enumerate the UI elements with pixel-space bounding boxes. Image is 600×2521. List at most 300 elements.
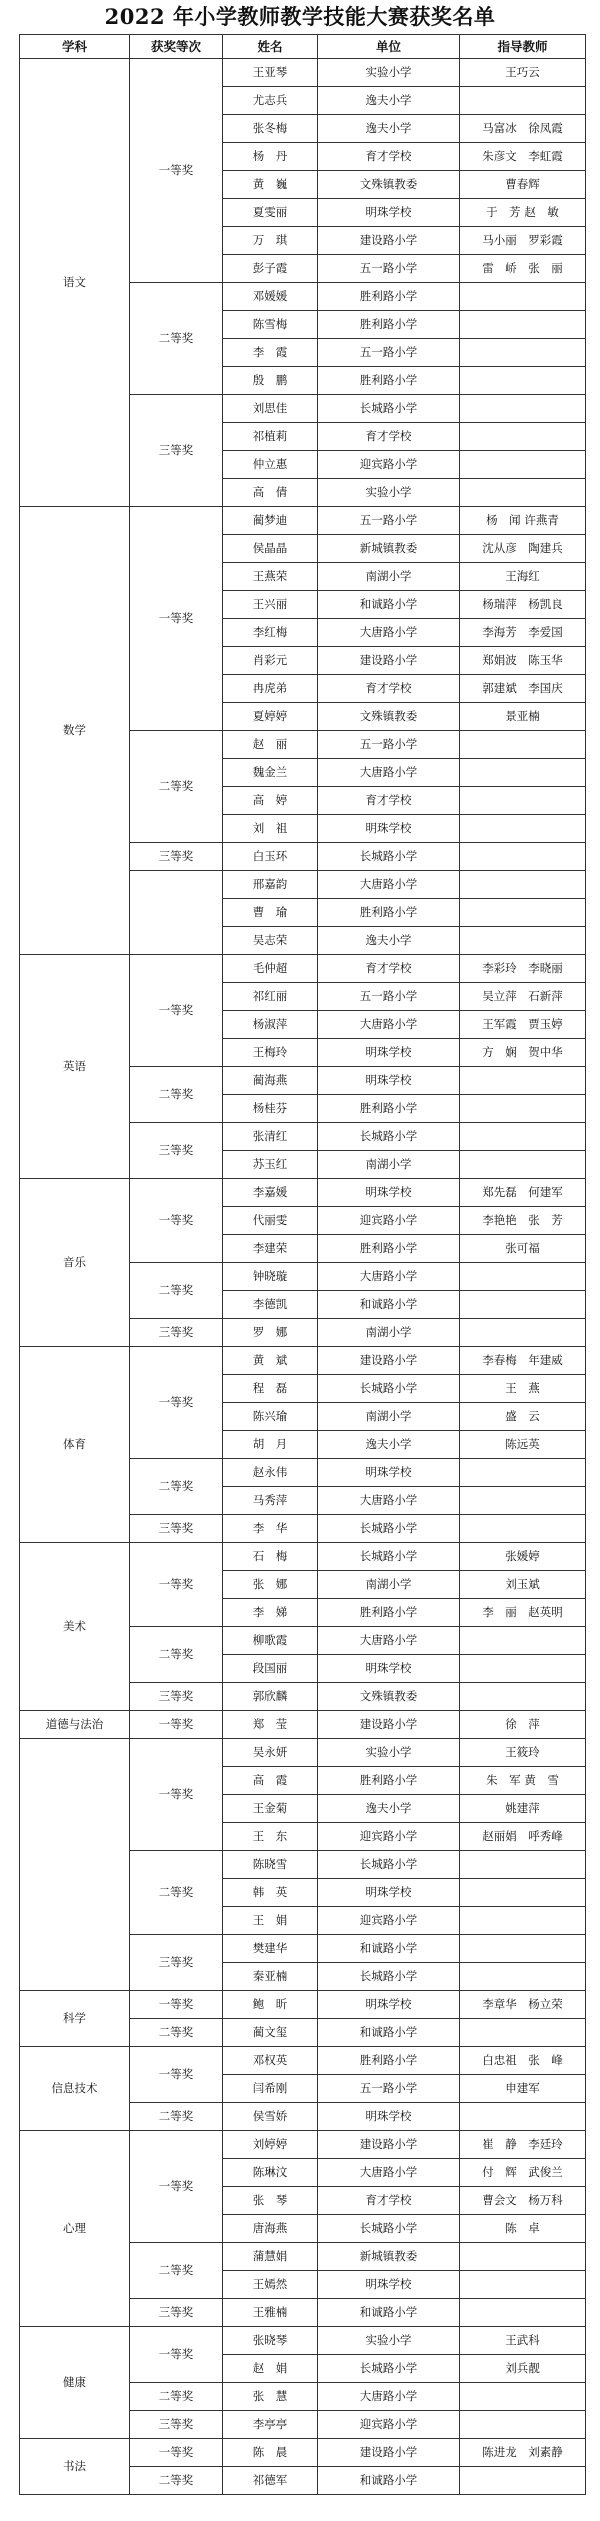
- advisor-cell: 张可福: [460, 1235, 586, 1263]
- advisor-cell: [460, 1851, 586, 1879]
- advisor-cell: 李彩玲 李晓丽: [460, 955, 586, 983]
- table-row: [20, 955, 586, 983]
- advisor-cell: 郭建斌 李国庆: [460, 675, 586, 703]
- unit-cell: 明珠学校: [318, 199, 460, 227]
- awards-table: [19, 34, 586, 2495]
- winner-name-cell: 黄 巍: [223, 171, 318, 199]
- winner-name-cell: 冉虎弟: [223, 675, 318, 703]
- award-level-cell: 三等奖: [130, 1935, 223, 1991]
- award-level-cell: 一等奖: [130, 1991, 223, 2019]
- award-level-cell: 一等奖: [130, 1739, 223, 1851]
- unit-cell: 文殊镇教委: [318, 171, 460, 199]
- header-subject: 学科: [20, 35, 130, 59]
- unit-cell: 明珠学校: [318, 2271, 460, 2299]
- unit-cell: 胜利路小学: [318, 1599, 460, 1627]
- subject-cell: 道德与法治: [20, 1711, 130, 1739]
- award-level-cell: 一等奖: [130, 2439, 223, 2467]
- winner-name-cell: 肖彩元: [223, 647, 318, 675]
- winner-name-cell: 邓权英: [223, 2047, 318, 2075]
- award-level-cell: 三等奖: [130, 2411, 223, 2439]
- winner-name-cell: 邓媛媛: [223, 283, 318, 311]
- winner-name-cell: 代丽雯: [223, 1207, 318, 1235]
- award-level-cell: 二等奖: [130, 1627, 223, 1683]
- advisor-cell: [460, 843, 586, 871]
- unit-cell: 胜利路小学: [318, 1095, 460, 1123]
- subject-cell: 体育: [20, 1347, 130, 1543]
- advisor-cell: [460, 395, 586, 423]
- unit-cell: 大唐路小学: [318, 619, 460, 647]
- unit-cell: 建设路小学: [318, 2131, 460, 2159]
- winner-name-cell: 殷 鹏: [223, 367, 318, 395]
- unit-cell: 明珠学校: [318, 1179, 460, 1207]
- advisor-cell: 付 辉 武俊兰: [460, 2159, 586, 2187]
- advisor-cell: 赵丽娟 呼秀峰: [460, 1823, 586, 1851]
- advisor-cell: 沈从彦 陶建兵: [460, 535, 586, 563]
- unit-cell: 建设路小学: [318, 1711, 460, 1739]
- unit-cell: 育才学校: [318, 423, 460, 451]
- award-level-cell: 二等奖: [130, 1459, 223, 1515]
- award-level-cell: 二等奖: [130, 731, 223, 843]
- unit-cell: 和诚路小学: [318, 1935, 460, 1963]
- winner-name-cell: 鲍 昕: [223, 1991, 318, 2019]
- advisor-cell: 吴立萍 石新萍: [460, 983, 586, 1011]
- unit-cell: 五一路小学: [318, 255, 460, 283]
- unit-cell: 实验小学: [318, 59, 460, 87]
- advisor-cell: [460, 1515, 586, 1543]
- advisor-cell: 朱彦文 李虹霞: [460, 143, 586, 171]
- winner-name-cell: 苏玉红: [223, 1151, 318, 1179]
- winner-name-cell: 胡 月: [223, 1431, 318, 1459]
- winner-name-cell: 黄 斌: [223, 1347, 318, 1375]
- table-row: [20, 1711, 586, 1739]
- advisor-cell: [460, 1459, 586, 1487]
- subject-cell: 音乐: [20, 1179, 130, 1347]
- advisor-cell: [460, 1683, 586, 1711]
- award-level-cell: 二等奖: [130, 1067, 223, 1123]
- winner-name-cell: 王嫣然: [223, 2271, 318, 2299]
- unit-cell: 文殊镇教委: [318, 1683, 460, 1711]
- winner-name-cell: 杨桂芬: [223, 1095, 318, 1123]
- unit-cell: 胜利路小学: [318, 367, 460, 395]
- unit-cell: 南湖小学: [318, 1403, 460, 1431]
- advisor-cell: 王海红: [460, 563, 586, 591]
- advisor-cell: [460, 731, 586, 759]
- subject-cell: 美术: [20, 1543, 130, 1711]
- winner-name-cell: 马秀萍: [223, 1487, 318, 1515]
- unit-cell: 长城路小学: [318, 2215, 460, 2243]
- award-level-cell: 一等奖: [130, 2131, 223, 2243]
- table-row: [20, 2047, 586, 2075]
- unit-cell: 长城路小学: [318, 1543, 460, 1571]
- advisor-cell: 景亚楠: [460, 703, 586, 731]
- winner-name-cell: 魏金兰: [223, 759, 318, 787]
- table-row: [20, 507, 586, 535]
- winner-name-cell: 赵永伟: [223, 1459, 318, 1487]
- advisor-cell: [460, 2019, 586, 2047]
- winner-name-cell: 刘思佳: [223, 395, 318, 423]
- unit-cell: 和诚路小学: [318, 2467, 460, 2495]
- winner-name-cell: 王 娟: [223, 1907, 318, 1935]
- header-name: 姓名: [223, 35, 318, 59]
- unit-cell: 迎宾路小学: [318, 1823, 460, 1851]
- unit-cell: 建设路小学: [318, 647, 460, 675]
- table-body: [20, 59, 586, 2495]
- winner-name-cell: 祁植莉: [223, 423, 318, 451]
- winner-name-cell: 陈 晨: [223, 2439, 318, 2467]
- advisor-cell: [460, 1291, 586, 1319]
- advisor-cell: [460, 2383, 586, 2411]
- advisor-cell: [460, 283, 586, 311]
- winner-name-cell: 吴永妍: [223, 1739, 318, 1767]
- winner-name-cell: 高 婷: [223, 787, 318, 815]
- advisor-cell: [460, 899, 586, 927]
- unit-cell: 五一路小学: [318, 983, 460, 1011]
- unit-cell: 长城路小学: [318, 2355, 460, 2383]
- table-row: [20, 1739, 586, 1767]
- winner-name-cell: 钟晓璇: [223, 1263, 318, 1291]
- page-title: 2022 年小学教师教学技能大赛获奖名单: [104, 4, 496, 29]
- unit-cell: 逸夫小学: [318, 115, 460, 143]
- advisor-cell: 刘玉斌: [460, 1571, 586, 1599]
- winner-name-cell: 闫希刚: [223, 2075, 318, 2103]
- unit-cell: 长城路小学: [318, 1963, 460, 1991]
- unit-cell: 育才学校: [318, 2187, 460, 2215]
- unit-cell: 胜利路小学: [318, 1235, 460, 1263]
- advisor-cell: 杨瑞萍 杨凯良: [460, 591, 586, 619]
- advisor-cell: 李章华 杨立荣: [460, 1991, 586, 2019]
- advisor-cell: [460, 2467, 586, 2495]
- advisor-cell: 李艳艳 张 芳: [460, 1207, 586, 1235]
- advisor-cell: 李春梅 年建威: [460, 1347, 586, 1375]
- table-row: [20, 2439, 586, 2467]
- winner-name-cell: 李亭亭: [223, 2411, 318, 2439]
- winner-name-cell: 唐海燕: [223, 2215, 318, 2243]
- winner-name-cell: 段国丽: [223, 1655, 318, 1683]
- winner-name-cell: 杨淑萍: [223, 1011, 318, 1039]
- award-level-cell: 一等奖: [130, 2327, 223, 2383]
- award-level-cell: 二等奖: [130, 2243, 223, 2299]
- unit-cell: 迎宾路小学: [318, 451, 460, 479]
- unit-cell: 和诚路小学: [318, 2299, 460, 2327]
- unit-cell: 新城镇教委: [318, 2243, 460, 2271]
- unit-cell: 南湖小学: [318, 1151, 460, 1179]
- advisor-cell: 崔 静 李廷玲: [460, 2131, 586, 2159]
- winner-name-cell: 郭欣麟: [223, 1683, 318, 1711]
- unit-cell: 实验小学: [318, 2327, 460, 2355]
- winner-name-cell: 吴志荣: [223, 927, 318, 955]
- unit-cell: 实验小学: [318, 1739, 460, 1767]
- unit-cell: 胜利路小学: [318, 2047, 460, 2075]
- award-level-cell: 三等奖: [130, 1683, 223, 1711]
- award-level-cell: 三等奖: [130, 1515, 223, 1543]
- unit-cell: 逸夫小学: [318, 927, 460, 955]
- advisor-cell: [460, 759, 586, 787]
- unit-cell: 逸夫小学: [318, 1795, 460, 1823]
- advisor-cell: 白忠祖 张 峰: [460, 2047, 586, 2075]
- advisor-cell: 盛 云: [460, 1403, 586, 1431]
- winner-name-cell: 李 娣: [223, 1599, 318, 1627]
- winner-name-cell: 陈兴瑜: [223, 1403, 318, 1431]
- award-level-cell: 三等奖: [130, 2299, 223, 2327]
- advisor-cell: 徐 萍: [460, 1711, 586, 1739]
- advisor-cell: 王武科: [460, 2327, 586, 2355]
- winner-name-cell: 赵 丽: [223, 731, 318, 759]
- unit-cell: 南湖小学: [318, 563, 460, 591]
- advisor-cell: [460, 1655, 586, 1683]
- advisor-cell: 郑先磊 何建军: [460, 1179, 586, 1207]
- advisor-cell: [460, 1151, 586, 1179]
- award-level-cell: 三等奖: [130, 1319, 223, 1347]
- advisor-cell: [460, 1935, 586, 1963]
- winner-name-cell: 张 琴: [223, 2187, 318, 2215]
- table-row: [20, 1543, 586, 1571]
- winner-name-cell: 张 娜: [223, 1571, 318, 1599]
- table-row: [20, 59, 586, 87]
- advisor-cell: 王筱玲: [460, 1739, 586, 1767]
- advisor-cell: 陈远英: [460, 1431, 586, 1459]
- unit-cell: 建设路小学: [318, 2439, 460, 2467]
- unit-cell: 育才学校: [318, 143, 460, 171]
- advisor-cell: 陈 卓: [460, 2215, 586, 2243]
- award-level-cell: 二等奖: [130, 2103, 223, 2131]
- unit-cell: 大唐路小学: [318, 1627, 460, 1655]
- winner-name-cell: 王兴丽: [223, 591, 318, 619]
- advisor-cell: 曹会文 杨万科: [460, 2187, 586, 2215]
- winner-name-cell: 尤志兵: [223, 87, 318, 115]
- winner-name-cell: 程 磊: [223, 1375, 318, 1403]
- advisor-cell: [460, 1095, 586, 1123]
- winner-name-cell: 李红梅: [223, 619, 318, 647]
- winner-name-cell: 李 华: [223, 1515, 318, 1543]
- award-level-cell: 二等奖: [130, 1263, 223, 1319]
- winner-name-cell: 曹 瑜: [223, 899, 318, 927]
- winner-name-cell: 王金菊: [223, 1795, 318, 1823]
- advisor-cell: 李海芳 李爱国: [460, 619, 586, 647]
- winner-name-cell: 侯雪娇: [223, 2103, 318, 2131]
- table-row: [20, 1179, 586, 1207]
- advisor-cell: [460, 1963, 586, 1991]
- advisor-cell: [460, 1879, 586, 1907]
- advisor-cell: [460, 1907, 586, 1935]
- table-row: [20, 1347, 586, 1375]
- winner-name-cell: 陈雪梅: [223, 311, 318, 339]
- advisor-cell: 方 娴 贺中华: [460, 1039, 586, 1067]
- header-award-level: 获奖等次: [130, 35, 223, 59]
- winner-name-cell: 张冬梅: [223, 115, 318, 143]
- award-level-cell: 二等奖: [130, 1851, 223, 1935]
- unit-cell: 胜利路小学: [318, 899, 460, 927]
- subject-cell: 健康: [20, 2327, 130, 2439]
- advisor-cell: 雷 峤 张 丽: [460, 255, 586, 283]
- unit-cell: 大唐路小学: [318, 1011, 460, 1039]
- winner-name-cell: 王燕荣: [223, 563, 318, 591]
- award-level-cell: 二等奖: [130, 283, 223, 395]
- unit-cell: 长城路小学: [318, 1851, 460, 1879]
- winner-name-cell: 张 慧: [223, 2383, 318, 2411]
- unit-cell: 南湖小学: [318, 1571, 460, 1599]
- advisor-cell: [460, 423, 586, 451]
- unit-cell: 明珠学校: [318, 2103, 460, 2131]
- winner-name-cell: 蔺文玺: [223, 2019, 318, 2047]
- winner-name-cell: 王 东: [223, 1823, 318, 1851]
- winner-name-cell: 赵 娟: [223, 2355, 318, 2383]
- subject-cell: 心理: [20, 2131, 130, 2327]
- unit-cell: 大唐路小学: [318, 1487, 460, 1515]
- unit-cell: 大唐路小学: [318, 1263, 460, 1291]
- advisor-cell: [460, 1263, 586, 1291]
- advisor-cell: [460, 311, 586, 339]
- winner-name-cell: 张晓琴: [223, 2327, 318, 2355]
- winner-name-cell: 刘婷婷: [223, 2131, 318, 2159]
- header-row: [20, 35, 586, 59]
- advisor-cell: [460, 1067, 586, 1095]
- advisor-cell: [460, 339, 586, 367]
- unit-cell: 明珠学校: [318, 1991, 460, 2019]
- advisor-cell: 王 燕: [460, 1375, 586, 1403]
- unit-cell: 明珠学校: [318, 1879, 460, 1907]
- winner-name-cell: 韩 英: [223, 1879, 318, 1907]
- award-level-cell: 一等奖: [130, 1543, 223, 1627]
- unit-cell: 建设路小学: [318, 1347, 460, 1375]
- unit-cell: 明珠学校: [318, 1459, 460, 1487]
- award-level-cell: 二等奖: [130, 2467, 223, 2495]
- winner-name-cell: 王雅楠: [223, 2299, 318, 2327]
- advisor-cell: 王巧云: [460, 59, 586, 87]
- subject-cell: 英语: [20, 955, 130, 1179]
- award-level-cell: 一等奖: [130, 507, 223, 731]
- table-row: [20, 1991, 586, 2019]
- advisor-cell: 姚建萍: [460, 1795, 586, 1823]
- unit-cell: 长城路小学: [318, 1123, 460, 1151]
- winner-name-cell: 彭子霞: [223, 255, 318, 283]
- unit-cell: 逸夫小学: [318, 1431, 460, 1459]
- advisor-cell: [460, 1487, 586, 1515]
- unit-cell: 胜利路小学: [318, 311, 460, 339]
- advisor-cell: [460, 2299, 586, 2327]
- advisor-cell: 王军霞 贾玉婷: [460, 1011, 586, 1039]
- winner-name-cell: 蒲慧娟: [223, 2243, 318, 2271]
- award-level-cell: 一等奖: [130, 955, 223, 1067]
- advisor-cell: [460, 1627, 586, 1655]
- winner-name-cell: 陈琳汶: [223, 2159, 318, 2187]
- unit-cell: 文殊镇教委: [318, 703, 460, 731]
- advisor-cell: [460, 2243, 586, 2271]
- header-advisor: 指导教师: [460, 35, 586, 59]
- unit-cell: 建设路小学: [318, 227, 460, 255]
- winner-name-cell: 王亚琴: [223, 59, 318, 87]
- advisor-cell: [460, 787, 586, 815]
- advisor-cell: [460, 451, 586, 479]
- unit-cell: 逸夫小学: [318, 87, 460, 115]
- award-level-cell: 一等奖: [130, 1711, 223, 1739]
- advisor-cell: 刘兵靓: [460, 2355, 586, 2383]
- advisor-cell: 马富冰 徐凤霞: [460, 115, 586, 143]
- winner-name-cell: 杨 丹: [223, 143, 318, 171]
- subject-cell: 数学: [20, 507, 130, 955]
- unit-cell: 五一路小学: [318, 339, 460, 367]
- subject-cell: 书法: [20, 2439, 130, 2495]
- table-row: [20, 2131, 586, 2159]
- winner-name-cell: 仲立惠: [223, 451, 318, 479]
- unit-cell: 迎宾路小学: [318, 2411, 460, 2439]
- table-row: [20, 2327, 586, 2355]
- unit-cell: 和诚路小学: [318, 591, 460, 619]
- advisor-cell: 申建军: [460, 2075, 586, 2103]
- unit-cell: 育才学校: [318, 675, 460, 703]
- unit-cell: 五一路小学: [318, 507, 460, 535]
- unit-cell: 大唐路小学: [318, 2159, 460, 2187]
- winner-name-cell: 白玉环: [223, 843, 318, 871]
- advisor-cell: 朱 军 黄 雪: [460, 1767, 586, 1795]
- unit-cell: 明珠学校: [318, 815, 460, 843]
- winner-name-cell: 高 霞: [223, 1767, 318, 1795]
- award-level-cell: 一等奖: [130, 59, 223, 283]
- award-level-cell: 三等奖: [130, 843, 223, 871]
- unit-cell: 育才学校: [318, 787, 460, 815]
- winner-name-cell: 张清红: [223, 1123, 318, 1151]
- winner-name-cell: 蔺梦迪: [223, 507, 318, 535]
- winner-name-cell: 侯晶晶: [223, 535, 318, 563]
- winner-name-cell: 李建荣: [223, 1235, 318, 1263]
- unit-cell: 胜利路小学: [318, 283, 460, 311]
- advisor-cell: [460, 367, 586, 395]
- unit-cell: 长城路小学: [318, 1515, 460, 1543]
- winner-name-cell: 罗 娜: [223, 1319, 318, 1347]
- winner-name-cell: 樊建华: [223, 1935, 318, 1963]
- advisor-cell: 杨 闻 许燕青: [460, 507, 586, 535]
- advisor-cell: [460, 815, 586, 843]
- award-level-cell: [130, 871, 223, 955]
- winner-name-cell: 石 梅: [223, 1543, 318, 1571]
- winner-name-cell: 蔺海燕: [223, 1067, 318, 1095]
- award-level-cell: 二等奖: [130, 2019, 223, 2047]
- winner-name-cell: 邢嘉韵: [223, 871, 318, 899]
- winner-name-cell: 郑 莹: [223, 1711, 318, 1739]
- winner-name-cell: 王梅玲: [223, 1039, 318, 1067]
- unit-cell: 实验小学: [318, 479, 460, 507]
- advisor-cell: 陈进龙 刘素静: [460, 2439, 586, 2467]
- subject-cell: 信息技术: [20, 2047, 130, 2131]
- winner-name-cell: 夏雯丽: [223, 199, 318, 227]
- winner-name-cell: 李 霞: [223, 339, 318, 367]
- advisor-cell: [460, 2411, 586, 2439]
- unit-cell: 长城路小学: [318, 395, 460, 423]
- unit-cell: 明珠学校: [318, 1039, 460, 1067]
- unit-cell: 胜利路小学: [318, 1767, 460, 1795]
- advisor-cell: 曹春辉: [460, 171, 586, 199]
- unit-cell: 迎宾路小学: [318, 1907, 460, 1935]
- unit-cell: 和诚路小学: [318, 2019, 460, 2047]
- unit-cell: 大唐路小学: [318, 871, 460, 899]
- advisor-cell: [460, 1319, 586, 1347]
- advisor-cell: [460, 871, 586, 899]
- award-level-cell: 一等奖: [130, 2047, 223, 2103]
- unit-cell: 新城镇教委: [318, 535, 460, 563]
- winner-name-cell: 刘 祖: [223, 815, 318, 843]
- winner-name-cell: 高 倩: [223, 479, 318, 507]
- advisor-cell: 于 芳 赵 敏: [460, 199, 586, 227]
- winner-name-cell: 万 琪: [223, 227, 318, 255]
- advisor-cell: [460, 1123, 586, 1151]
- unit-cell: 明珠学校: [318, 1655, 460, 1683]
- winner-name-cell: 夏婷婷: [223, 703, 318, 731]
- winner-name-cell: 柳歌霞: [223, 1627, 318, 1655]
- advisor-cell: [460, 87, 586, 115]
- unit-cell: 迎宾路小学: [318, 1207, 460, 1235]
- award-level-cell: 一等奖: [130, 1347, 223, 1459]
- winner-name-cell: 陈晓雪: [223, 1851, 318, 1879]
- winner-name-cell: 祁德军: [223, 2467, 318, 2495]
